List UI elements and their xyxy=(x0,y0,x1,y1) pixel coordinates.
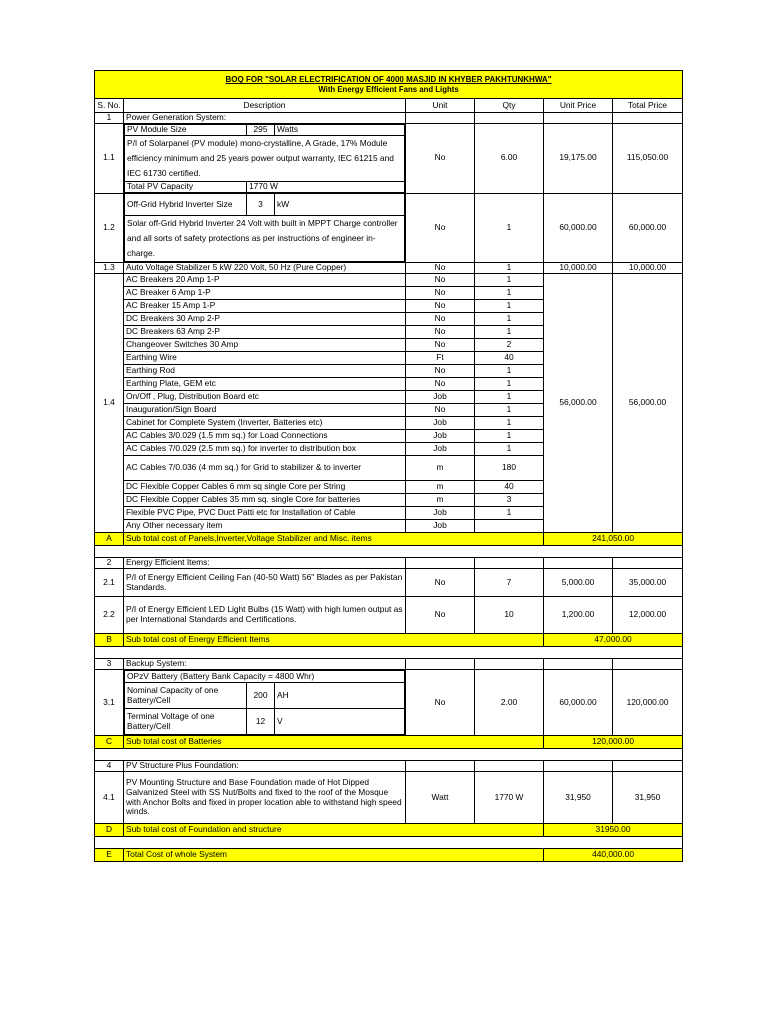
table-row: AC Cables 7/0.029 (2.5 mm sq.) for inverter to distribution box Job 1 xyxy=(95,443,683,456)
table-row: Earthing Wire Ft 40 xyxy=(95,352,683,365)
spacer-row xyxy=(95,546,683,558)
section-heading-row: 1 Power Generation System: xyxy=(95,113,683,124)
title-row xyxy=(95,71,683,99)
table-row: 2.1 P/I of Energy Efficient Ceiling Fan (40-50 Watt) 56" Blades as per Pakistan Standards. No 7 5,000.00 35,000.00 xyxy=(95,569,683,597)
table-row: Earthing Rod No 1 xyxy=(95,365,683,378)
section-heading-row: 2 Energy Efficient Items: xyxy=(95,558,683,569)
column-header-row xyxy=(95,99,683,113)
table-row: 3.1 OPzV Battery (Battery Bank Capacity = 4800 Whr) Nominal Capacity of one Battery/Cell 200 AH Terminal Voltage of one Battery/Cell 12 V No 2.00 60,000.00 120,000.00 xyxy=(95,670,683,736)
table-row: Earthing Plate, GEM etc No 1 xyxy=(95,378,683,391)
item-description: Solar off-Grid Hybrid Inverter 24 Volt with built in MPPT Charge controller and all sorts of safety protections as per instructions of engineer in-charge. xyxy=(125,216,405,262)
section-heading: Power Generation System: xyxy=(124,113,406,124)
subtotal-row: A Sub total cost of Panels,Inverter,Voltage Stabilizer and Misc. items 241,050.00 xyxy=(95,533,683,546)
spacer-row xyxy=(95,647,683,659)
table-row: DC Breakers 63 Amp 2-P No 1 xyxy=(95,326,683,339)
col-unit-price: Unit Price xyxy=(544,99,613,113)
table-row: AC Cables 7/0.036 (4 mm sq.) for Grid to stabilizer & to inverter m 180 xyxy=(95,456,683,481)
col-sno: S. No. xyxy=(95,99,124,113)
document-subtitle: With Energy Efficient Fans and Lights xyxy=(318,84,459,94)
table-row: 1.4 AC Breakers 20 Amp 1-P No 1 56,000.00 56,000.00 xyxy=(95,274,683,287)
col-qty: Qty xyxy=(475,99,544,113)
section-heading: PV Structure Plus Foundation: xyxy=(124,761,406,772)
table-row: DC Flexible Copper Cables 35 mm sq. single Core for batteries m 3 xyxy=(95,494,683,507)
spacer-row xyxy=(95,749,683,761)
item-description: P/I of Solarpanel (PV module) mono-crystalline, A Grade, 17% Module efficiency minimum and 25 years power output warranty, IEC 61215 and IEC 61730 certified. xyxy=(125,136,405,182)
table-row: DC Flexible Copper Cables 6 mm sq single Core per String m 40 xyxy=(95,481,683,494)
table-row: 4.1 PV Mounting Structure and Base Foundation made of Hot Dipped Galvanized Steel with SS Nut/Bolts and fixed to the roof of the Mosque with Anchor Bolts and fixed in proper location able to withstand high speed winds. Watt 1770 W 31,950 31,950 xyxy=(95,772,683,824)
subtotal-row: B Sub total cost of Energy Efficient Items 47,000.00 xyxy=(95,634,683,647)
section-heading-row: 3 Backup System: xyxy=(95,659,683,670)
table-row: Cabinet for Complete System (Inverter, Batteries etc) Job 1 xyxy=(95,417,683,430)
table-row: 1.3 Auto Voltage Stabilizer 5 kW 220 Volt, 50 Hz (Pure Copper) No 1 10,000.00 10,000.00 xyxy=(95,263,683,274)
grand-total-row: E Total Cost of whole System 440,000.00 xyxy=(95,849,683,862)
table-row: AC Breaker 15 Amp 1-P No 1 xyxy=(95,300,683,313)
table-row: AC Breaker 6 Amp 1-P No 1 xyxy=(95,287,683,300)
table-row: Inauguration/Sign Board No 1 xyxy=(95,404,683,417)
table-row: Flexible PVC Pipe, PVC Duct Patti etc for Installation of Cable Job 1 xyxy=(95,507,683,520)
section-heading-row: 4 PV Structure Plus Foundation: xyxy=(95,761,683,772)
document-title: BOQ FOR "SOLAR ELECTRIFICATION OF 4000 MASJID IN KHYBER PAKHTUNKHWA" xyxy=(225,75,552,85)
table-row: Changeover Switches 30 Amp No 2 xyxy=(95,339,683,352)
table-row: On/Off , Plug, Distribution Board etc Job 1 xyxy=(95,391,683,404)
subtotal-row: D Sub total cost of Foundation and structure 31950.00 xyxy=(95,824,683,837)
table-row: 1.2 Off-Grid Hybrid Inverter Size 3 kW Solar off-Grid Hybrid Inverter 24 Volt with built in MPPT Charge controller and all sorts of safety protections as per instructions of engineer in-charge. No 1 60,000.00 60,000.00 xyxy=(95,193,683,263)
table-row: 1.1 PV Module Size 295 Watts P/I of Solarpanel (PV module) mono-crystalline, A Grade, 17% Module efficiency minimum and 25 years power output warranty, IEC 61215 and IEC 61730 certified. Total PV Capacity 1770 W No 6.00 19,175.00 115,050.00 xyxy=(95,124,683,194)
section-heading: Backup System: xyxy=(124,659,406,670)
col-description: Description xyxy=(124,99,406,113)
table-row: 2.2 P/I of Energy Efficient LED Light Bulbs (15 Watt) with high lumen output as per International Standards and Certifications. No 10 1,200.00 12,000.00 xyxy=(95,597,683,634)
spacer-row xyxy=(95,837,683,849)
table-row: Any Other necessary item Job xyxy=(95,520,683,533)
table-row: AC Cables 3/0.029 (1.5 mm sq.) for Load Connections Job 1 xyxy=(95,430,683,443)
section-heading: Energy Efficient Items: xyxy=(124,558,406,569)
table-row: DC Breakers 30 Amp 2-P No 1 xyxy=(95,313,683,326)
col-unit: Unit xyxy=(406,99,475,113)
boq-table xyxy=(94,70,683,862)
subtotal-row: C Sub total cost of Batteries 120,000.00 xyxy=(95,736,683,749)
col-total-price: Total Price xyxy=(613,99,683,113)
